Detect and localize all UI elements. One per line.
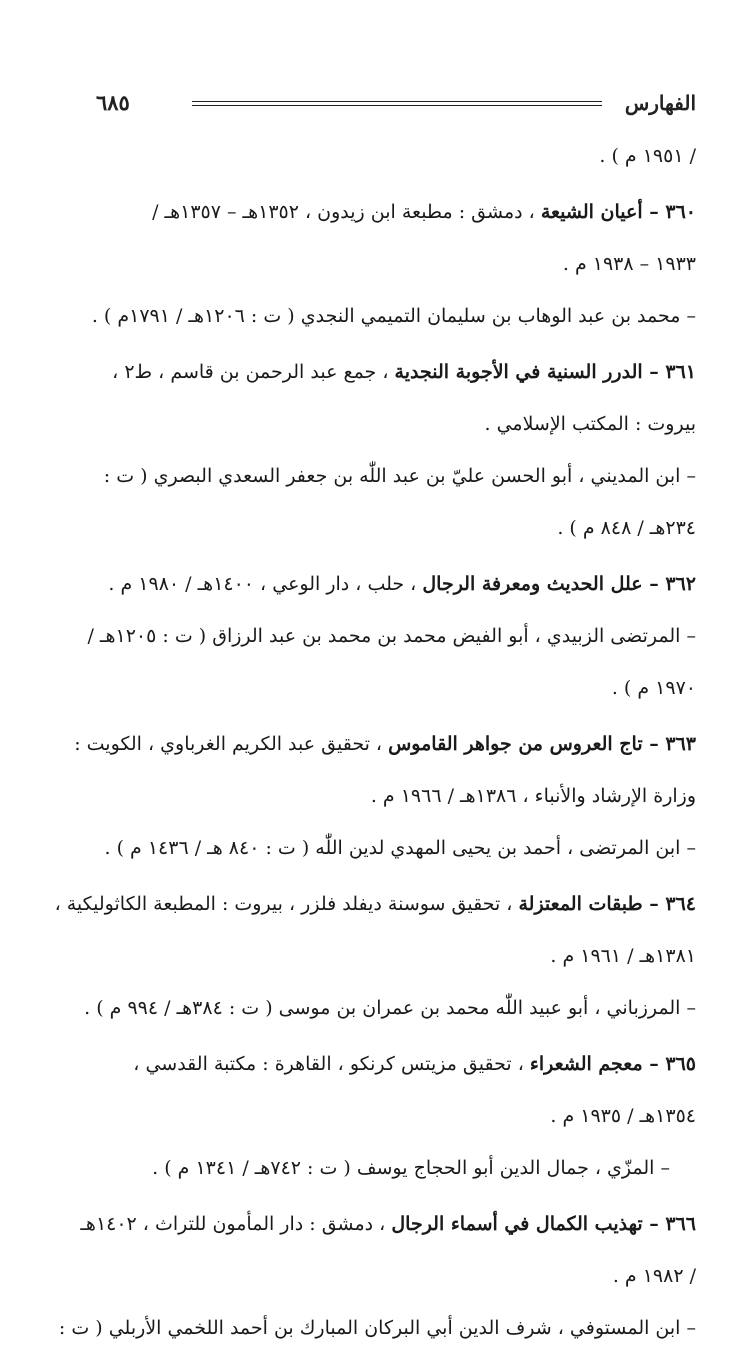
- entry-title: الدرر السنية في الأجوبة النجدية: [394, 361, 643, 383]
- entry-number: ٣٦٣ –: [642, 733, 696, 755]
- entry-details: ، تحقيق سوسنة ديفلد فلزر ، بيروت : المطبعة الكاثوليكية ،: [54, 893, 519, 915]
- entry-title: علل الحديث ومعرفة الرجال: [422, 573, 643, 595]
- entry-title: طبقات المعتزلة: [518, 893, 643, 915]
- header-rule-second: [192, 105, 602, 106]
- entry-details: ، حلب ، دار الوعي ، ١٤٠٠هـ / ١٩٨٠ م .: [108, 573, 423, 595]
- text-line: ١٩٣٣ – ١٩٣٨ م .: [562, 253, 696, 275]
- entry-number: ٣٦٠ –: [642, 201, 696, 223]
- text-line: / ١٩٨٢ م .: [612, 1265, 696, 1287]
- author-line: – المزّي ، جمال الدين أبو الحجاج يوسف ( ت : ٧٤٢هـ / ١٣٤١ م ) .: [152, 1157, 670, 1179]
- entry-number: ٣٦٤ –: [642, 893, 696, 915]
- index-entry-365: [96, 1038, 696, 1090]
- text-line: ١٣٨١هـ / ١٩٦١ م .: [550, 945, 696, 967]
- text-line: وزارة الإرشاد والأنباء ، ١٣٨٦هـ / ١٩٦٦ م .: [370, 785, 696, 807]
- index-entry-366: [80, 1198, 696, 1250]
- entry-title: أعيان الشيعة: [540, 201, 643, 223]
- header-rule: [192, 101, 602, 102]
- entry-details: ، دمشق : مطبعة ابن زيدون ، ١٣٥٢هـ – ١٣٥٧هـ /: [152, 201, 541, 223]
- index-entry-360: [96, 186, 696, 238]
- index-entry-361: [96, 346, 696, 398]
- entry-title: تاج العروس من جواهر القاموس: [388, 733, 643, 755]
- text-line: ١٣٥٤هـ / ١٩٣٥ م .: [550, 1105, 696, 1127]
- entry-number: ٣٦١ –: [642, 361, 696, 383]
- author-line: – ابن المستوفي ، شرف الدين أبي البركان المبارك بن أحمد اللخمي الأربلي ( ت :: [58, 1317, 696, 1339]
- author-line: – ابن المرتضى ، أحمد بن يحيى المهدي لدين اللّٰه ( ت : ٨٤٠ هـ / ١٤٣٦ م ) .: [104, 837, 696, 859]
- author-line: – ابن المديني ، أبو الحسن عليّ بن عبد اللّٰه بن جعفر السعدي البصري ( ت :: [103, 465, 696, 487]
- entry-details: ، تحقيق عبد الكريم الغرباوي ، الكويت :: [74, 733, 389, 755]
- entry-number: ٣٦٦ –: [642, 1213, 696, 1235]
- entry-number: ٣٦٢ –: [642, 573, 696, 595]
- running-head-title: الفهارس: [624, 91, 696, 115]
- index-entry-362: [96, 558, 696, 610]
- text-line: / ١٩٥١ م ) .: [599, 145, 696, 167]
- entry-details: ، جمع عبد الرحمن بن قاسم ، ط٢ ،: [112, 361, 395, 383]
- author-line: – محمد بن عبد الوهاب بن سليمان التميمي النجدي ( ت : ١٢٠٦هـ / ١٧٩١م ) .: [91, 305, 696, 327]
- author-line: – المرتضى الزبيدي ، أبو الفيض محمد بن محمد بن عبد الرزاق ( ت : ١٢٠٥هـ /: [87, 625, 696, 647]
- text-line: ٢٣٤هـ / ٨٤٨ م ) .: [557, 517, 696, 539]
- entry-title: تهذيب الكمال في أسماء الرجال: [391, 1213, 643, 1235]
- entry-details: ، تحقيق مزيتس كرنكو ، القاهرة : مكتبة القدسي ،: [133, 1053, 530, 1075]
- text-line: ١٩٧٠ م ) .: [611, 677, 696, 699]
- index-entry-363: [74, 718, 696, 770]
- page-number: ٦٨٥: [96, 90, 130, 115]
- entry-details: ، دمشق : دار المأمون للتراث ، ١٤٠٢هـ: [80, 1213, 392, 1235]
- index-body: [54, 130, 696, 1354]
- author-line: – المرزباني ، أبو عبيد اللّٰه محمد بن عمران بن موسى ( ت : ٣٨٤هـ / ٩٩٤ م ) .: [84, 997, 696, 1019]
- page-header: [96, 88, 696, 118]
- entry-title: معجم الشعراء: [529, 1053, 643, 1075]
- index-entry-364: [54, 878, 696, 930]
- text-line: بيروت : المكتب الإسلامي .: [484, 413, 696, 435]
- entry-number: ٣٦٥ –: [642, 1053, 696, 1075]
